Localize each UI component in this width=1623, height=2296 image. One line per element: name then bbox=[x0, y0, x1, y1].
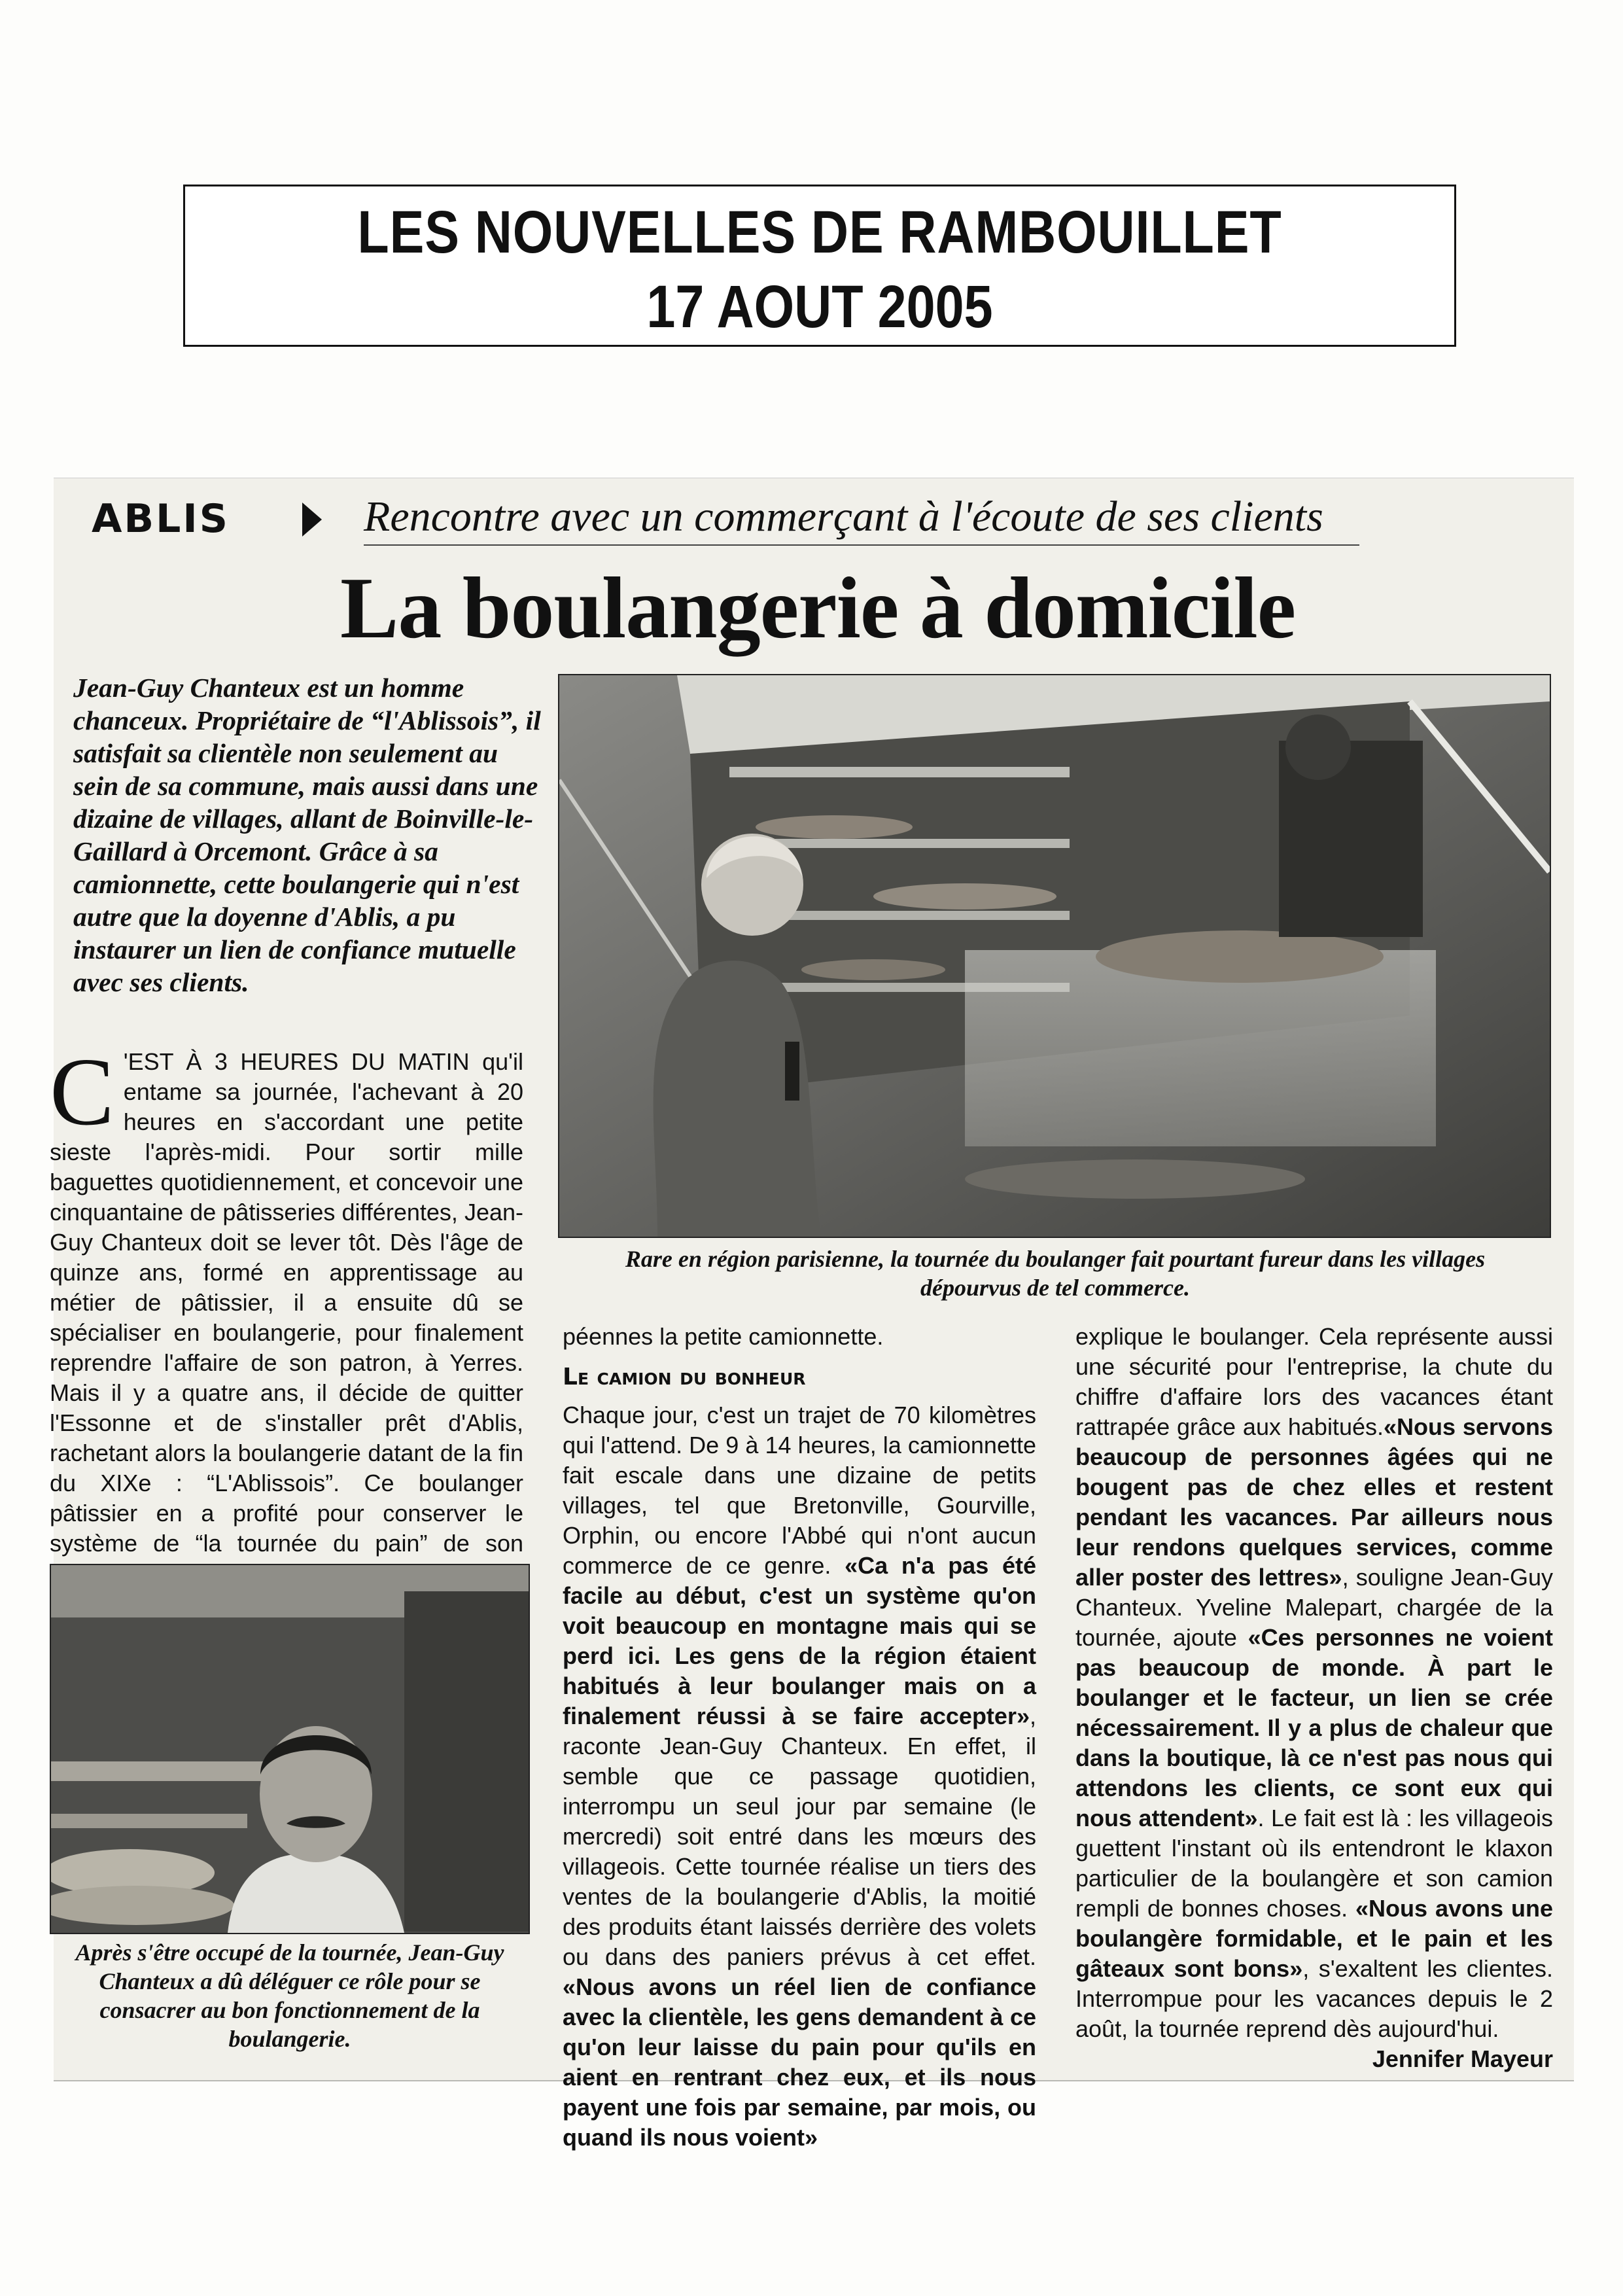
publication-date: 17 AOUT 2005 bbox=[646, 274, 993, 340]
photo1-caption: Rare en région parisienne, la tournée du boulanger fait pourtant fureur dans les villages dépourvus de tel commerce. bbox=[625, 1246, 1486, 1301]
article-lead: Jean-Guy Chanteux est un homme chanceux. Propriétaire de “l'Ablissois”, il satisfait sa clientèle non seulement au sein de sa commune, mais aussi dans une dizaine de villages, allant de Boinville-le-Gaillard à Orcemont. Grâce à sa camionnette, cette boulangerie qui n'est autre que la doyenne d'Ablis, a pu instaurer un lien de confiance mutuelle avec ses clients. bbox=[73, 673, 541, 997]
quote-3: «Nous servons beaucoup de personnes âgées qui ne bougent pas de chez elles et restent pendant les vacances. Par ailleurs nous leur rendons quelques services, comme aller poster des lettres» bbox=[1075, 1413, 1553, 1591]
photo2-caption: Après s'être occupé de la tournée, Jean-Guy Chanteux a dû déléguer ce rôle pour se consacrer au bon fonctionnement de la boulangerie. bbox=[75, 1939, 504, 2052]
baker-portrait-photo bbox=[50, 1564, 530, 1934]
article-paragraph-2 bbox=[563, 1400, 1036, 2153]
p2-text-d: , souligne Jean-Guy Chanteux. Yveline Malepart, chargée de la tournée, ajoute bbox=[1075, 1564, 1553, 1651]
article-headline: La boulangerie à domicile bbox=[340, 559, 1296, 656]
article-column-2 bbox=[563, 1322, 1036, 2153]
opening-smallcaps: 'EST À 3 HEURES DU MATIN bbox=[123, 1048, 470, 1075]
p2-text-b: , raconte Jean-Guy Chanteux. En effet, il semble que ce passage quotidien, interrompu un seul jour par semaine (le mercredi) soit entré dans les mœurs des villageois. Cette tournée réalise un tiers des ventes de la boulangerie d'Ablis, la moitié des produits étant laissés derrière des volets ou dans des paniers prévus à cet effet. bbox=[563, 1703, 1036, 1970]
p2-text-f: , s'exaltent les clientes. Interrompue pour les vacances depuis le 2 août, la tournée reprend dès aujourd'hui. bbox=[1075, 1955, 1553, 2042]
article-subhead: Le camion du bonheur bbox=[563, 1364, 806, 1390]
bakery-van-photo bbox=[558, 674, 1551, 1238]
quote-2: «Nous avons un réel lien de confiance avec la clientèle, les gens demandent à ce qu'on leur laisse du pain pour qu'ils en aient en rentrant chez eux, et ils nous payent une fois par semaine, par mois, ou quand ils nous voient» bbox=[563, 1973, 1036, 2151]
quote-5: «Nous avons une boulangère formidable, et le pain et les gâteaux sont bons» bbox=[1075, 1895, 1553, 1982]
p2-text-c: explique le boulanger. Cela représente aussi une sécurité pour l'entreprise, la chute du chiffre d'affaire lors des vacances étant rattrapée grâce aux habitués. bbox=[1075, 1323, 1553, 1440]
p2-text-e: . Le fait est là : les villageois guettent l'instant où ils entendront le klaxon particulier de la boulangère et son camion rempli de bonnes choses. bbox=[1075, 1805, 1553, 1922]
article-author: Jennifer Mayeur bbox=[1372, 2045, 1553, 2072]
paragraph-1-text: qu'il entame sa journée, l'achevant à 20 heures en s'accordant une petite sieste l'après-midi. Pour sortir mille baguettes quotidiennement, et concevoir une cinquantaine de pâtisseries différentes, Jean-Guy Chanteux doit se lever tôt. Dès l'âge de quinze ans, formé en apprentissage au métier de pâtissier, il a ensuite dû se spécialiser en boulangerie, pour finalement reprendre l'affaire de son patron, à Yerres. Mais il y a quatre ans, il décide de quitter l'Essonne et de s'installer prêt d'Ablis, rachetant alors la boulangerie datant de la fin du XIXe : “L'Ablissois”. Ce boulanger pâtissier en a profité pour conserver le système de “la tournée du pain” de son bbox=[50, 1048, 523, 1557]
article-location: ABLIS bbox=[92, 496, 230, 542]
article-paragraph-1 bbox=[50, 1038, 523, 1589]
paragraph-1-continued: péennes la petite camionnette. bbox=[563, 1323, 884, 1350]
kicker-rule bbox=[364, 544, 1359, 546]
p2-text-a: Chaque jour, c'est un trajet de 70 kilomètres qui l'attend. De 9 à 14 heures, la camionnette fait escale dans une dizaine de petits villages, tel que Bretonville, Gourville, Orphin, ou encore l'Abbé qui n'ont aucun commerce de ce genre. bbox=[563, 1402, 1036, 1579]
quote-4: «Ces personnes ne voient pas beaucoup de monde. À part le boulanger et le facteur, un lien se crée nécessairement. Il y a plus de chaleur que dans la boutique, là ce n'est pas nous qui attendons les clients, ce sont eux qui nous attendent» bbox=[1075, 1624, 1553, 1831]
article-kicker: Rencontre avec un commerçant à l'écoute de ses clients bbox=[364, 493, 1323, 540]
newspaper-name: LES NOUVELLES DE RAMBOUILLET bbox=[357, 199, 1282, 266]
article-column-3 bbox=[1075, 1322, 1553, 2074]
drop-cap: C bbox=[50, 1038, 114, 1146]
article-column-1 bbox=[50, 1038, 523, 1589]
newspaper-header bbox=[183, 185, 1456, 347]
quote-1: «Ca n'a pas été facile au début, c'est un système qu'on voit beaucoup en montagne mais qui se perd ici. Les gens de la région étaient habitués à leur boulanger mais on a finalement réussi à se faire accepter» bbox=[563, 1552, 1036, 1729]
arrow-icon bbox=[302, 503, 322, 537]
article-paragraph-3 bbox=[1075, 1322, 1553, 2044]
